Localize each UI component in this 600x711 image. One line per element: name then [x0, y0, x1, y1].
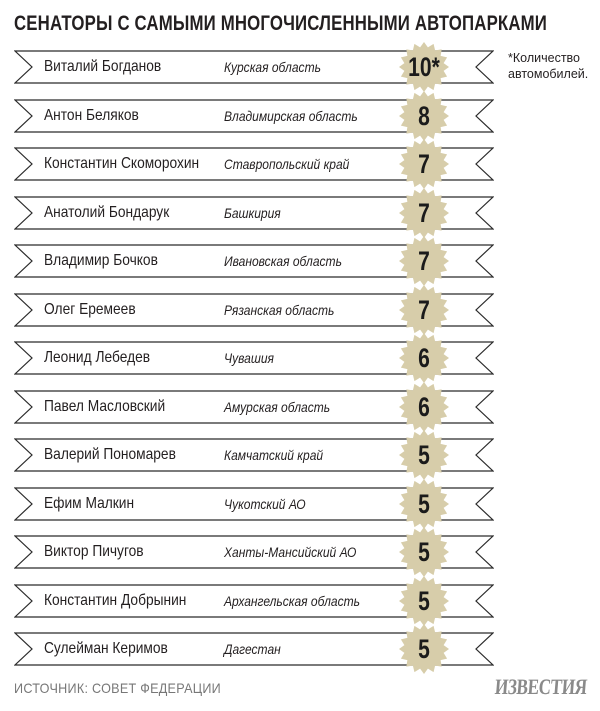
car-count: 7 — [418, 197, 430, 228]
senator-row — [14, 632, 494, 666]
senator-row — [14, 99, 494, 133]
senator-region: Ханты-Мансийский АО — [224, 544, 357, 560]
senator-region: Ивановская область — [224, 253, 342, 269]
car-count: 5 — [418, 634, 430, 664]
footnote: *Количество автомобилей. — [508, 51, 589, 81]
senator-name: Олег Еремеев — [44, 300, 136, 318]
senator-row — [14, 584, 494, 618]
car-count: 5 — [418, 488, 430, 519]
page-title: СЕНАТОРЫ С САМЫМИ МНОГОЧИСЛЕННЫМИ АВТОПАРКАМИ — [14, 12, 548, 35]
senator-row — [14, 196, 494, 230]
senator-name: Валерий Пономарев — [44, 446, 176, 463]
senator-row — [14, 535, 494, 569]
car-count: 7 — [418, 149, 430, 179]
senator-region: Амурская область — [224, 398, 331, 415]
senator-name: Павел Масловский — [44, 397, 166, 415]
izvestia-logo: ИЗВЕСТИЯ — [494, 674, 588, 699]
car-count: 7 — [418, 294, 430, 325]
senator-region: Чувашия — [224, 350, 274, 366]
senator-name: Леонид Лебедев — [44, 349, 151, 366]
senator-region: Рязанская область — [224, 301, 335, 318]
senator-name: Анатолий Бондарук — [44, 203, 170, 221]
senator-name: Сулейман Керимов — [44, 640, 168, 657]
car-count: 7 — [418, 246, 430, 276]
car-count: 10* — [408, 52, 440, 82]
senator-region: Ставропольский край — [224, 156, 350, 172]
senator-name: Антон Беляков — [44, 106, 139, 124]
senator-name: Виктор Пичугов — [44, 543, 144, 560]
senator-row — [14, 244, 494, 278]
car-count: 5 — [418, 585, 430, 616]
senator-name: Владимир Бочков — [44, 252, 158, 269]
senator-region: Башкирия — [224, 204, 281, 221]
source-caption: ИСТОЧНИК: СОВЕТ ФЕДЕРАЦИИ — [14, 680, 221, 696]
senator-row — [14, 438, 494, 472]
senator-name: Константин Скоморохин — [44, 155, 200, 172]
senator-row — [14, 390, 494, 424]
car-count: 6 — [418, 391, 430, 422]
senator-name: Константин Добрынин — [44, 591, 187, 609]
senator-row — [14, 341, 494, 375]
senator-region: Архангельская область — [224, 592, 361, 609]
car-count: 5 — [418, 537, 430, 567]
senator-region: Курская область — [224, 59, 321, 75]
senator-region: Чукотский АО — [224, 495, 306, 512]
senator-row — [14, 487, 494, 521]
car-count: 8 — [418, 100, 430, 131]
senator-name: Ефим Малкин — [44, 494, 135, 512]
car-count: 6 — [418, 343, 430, 373]
car-count: 5 — [418, 440, 430, 470]
senator-region: Владимирская область — [224, 107, 358, 124]
senator-region: Дагестан — [224, 641, 281, 657]
senator-row — [14, 147, 494, 181]
senator-row — [14, 293, 494, 327]
senator-row — [14, 50, 494, 84]
senator-region: Камчатский край — [224, 447, 324, 463]
senator-name: Виталий Богданов — [44, 58, 162, 75]
